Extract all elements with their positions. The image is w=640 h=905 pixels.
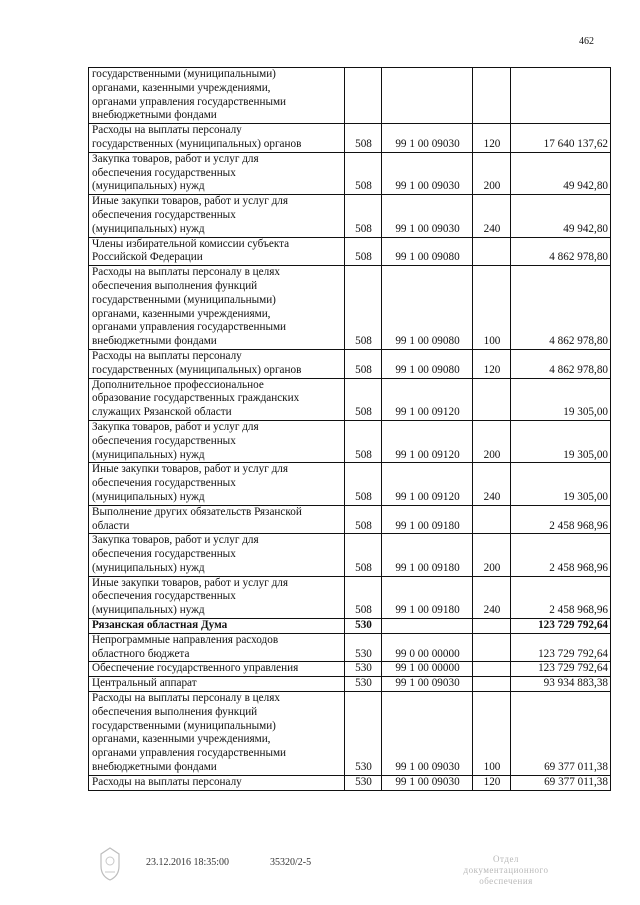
budget-table-body <box>89 68 611 791</box>
cell-sum: 49 942,80 <box>511 152 611 194</box>
cell-csr: 99 1 00 09180 <box>382 576 473 618</box>
cell-csr: 99 1 00 09080 <box>382 266 473 350</box>
cell-vr: 100 <box>473 692 511 776</box>
cell-csr: 99 1 00 09030 <box>382 195 473 237</box>
table-row <box>89 266 611 350</box>
cell-sum: 2 458 968,96 <box>511 576 611 618</box>
cell-ved: 508 <box>345 349 382 378</box>
cell-vr: 120 <box>473 124 511 153</box>
cell-ved: 508 <box>345 463 382 505</box>
cell-name: Иные закупки товаров, работ и услуг для обеспечения государственных (муниципальных) нужд <box>89 195 345 237</box>
cell-sum: 69 377 011,38 <box>511 692 611 776</box>
cell-ved: 508 <box>345 124 382 153</box>
cell-name: Расходы на выплаты персоналу в целях обеспечения выполнения функций государственными (муниципальными) органами, казенными учреждениями, органами управления государственными внебюджетными фондами <box>89 692 345 776</box>
cell-name: Закупка товаров, работ и услуг для обеспечения государственных (муниципальных) нужд <box>89 152 345 194</box>
cell-csr: 99 1 00 09080 <box>382 237 473 266</box>
table-row <box>89 677 611 692</box>
cell-vr: 200 <box>473 152 511 194</box>
cell-name: Иные закупки товаров, работ и услуг для обеспечения государственных (муниципальных) нужд <box>89 576 345 618</box>
cell-name: Закупка товаров, работ и услуг для обеспечения государственных (муниципальных) нужд <box>89 420 345 462</box>
cell-csr: 99 1 00 09180 <box>382 505 473 534</box>
cell-ved: 508 <box>345 576 382 618</box>
cell-csr <box>382 68 473 124</box>
cell-vr: 120 <box>473 349 511 378</box>
cell-sum: 4 862 978,80 <box>511 266 611 350</box>
cell-ved: 530 <box>345 775 382 790</box>
cell-name: Иные закупки товаров, работ и услуг для обеспечения государственных (муниципальных) нужд <box>89 463 345 505</box>
table-row <box>89 505 611 534</box>
cell-sum: 17 640 137,62 <box>511 124 611 153</box>
cell-csr: 99 1 00 09030 <box>382 692 473 776</box>
cell-ved: 508 <box>345 505 382 534</box>
cell-csr: 99 1 00 00000 <box>382 662 473 677</box>
cell-vr <box>473 237 511 266</box>
cell-sum: 69 377 011,38 <box>511 775 611 790</box>
table-row <box>89 152 611 194</box>
cell-csr: 99 1 00 09030 <box>382 775 473 790</box>
table-row <box>89 534 611 576</box>
cell-csr: 99 1 00 09120 <box>382 378 473 420</box>
cell-csr: 99 1 00 09030 <box>382 152 473 194</box>
table-row <box>89 619 611 634</box>
table-row <box>89 124 611 153</box>
cell-name: Центральный аппарат <box>89 677 345 692</box>
cell-name: Выполнение других обязательств Рязанской области <box>89 505 345 534</box>
page-number: 462 <box>579 36 594 47</box>
table-row <box>89 195 611 237</box>
cell-vr <box>473 68 511 124</box>
cell-vr <box>473 505 511 534</box>
table-row <box>89 349 611 378</box>
cell-vr: 200 <box>473 534 511 576</box>
cell-sum: 2 458 968,96 <box>511 534 611 576</box>
cell-name: Члены избирательной комиссии субъекта Российской Федерации <box>89 237 345 266</box>
cell-sum: 19 305,00 <box>511 463 611 505</box>
cell-csr: 99 1 00 09120 <box>382 463 473 505</box>
table-row <box>89 420 611 462</box>
cell-name: Расходы на выплаты персоналу государственных (муниципальных) органов <box>89 124 345 153</box>
cell-sum: 4 862 978,80 <box>511 237 611 266</box>
cell-vr <box>473 633 511 662</box>
cell-sum: 123 729 792,64 <box>511 662 611 677</box>
cell-csr: 99 1 00 09030 <box>382 677 473 692</box>
cell-csr: 99 1 00 09080 <box>382 349 473 378</box>
cell-name: государственными (муниципальными) органами, казенными учреждениями, органами управления государственными внебюджетными фондами <box>89 68 345 124</box>
cell-sum: 19 305,00 <box>511 378 611 420</box>
budget-table <box>88 67 611 791</box>
cell-csr: 99 0 00 00000 <box>382 633 473 662</box>
table-row <box>89 463 611 505</box>
table-row <box>89 237 611 266</box>
footer-doc-number: 35320/2-5 <box>270 857 312 868</box>
cell-name: Обеспечение государственного управления <box>89 662 345 677</box>
cell-ved: 508 <box>345 237 382 266</box>
cell-sum: 123 729 792,64 <box>511 633 611 662</box>
cell-ved: 508 <box>345 152 382 194</box>
cell-sum: 49 942,80 <box>511 195 611 237</box>
table-row <box>89 692 611 776</box>
cell-ved: 508 <box>345 378 382 420</box>
cell-csr <box>382 619 473 634</box>
table-row <box>89 633 611 662</box>
cell-vr <box>473 619 511 634</box>
cell-name: Расходы на выплаты персоналу <box>89 775 345 790</box>
table-row <box>89 775 611 790</box>
cell-sum: 93 934 883,38 <box>511 677 611 692</box>
table-row <box>89 378 611 420</box>
cell-sum <box>511 68 611 124</box>
cell-name: Рязанская областная Дума <box>89 619 345 634</box>
cell-vr: 240 <box>473 463 511 505</box>
cell-vr <box>473 662 511 677</box>
cell-ved: 530 <box>345 692 382 776</box>
cell-sum: 123 729 792,64 <box>511 619 611 634</box>
cell-vr <box>473 677 511 692</box>
cell-vr: 240 <box>473 195 511 237</box>
cell-ved: 530 <box>345 662 382 677</box>
cell-name: Расходы на выплаты персоналу в целях обеспечения выполнения функций государственными (муниципальными) органами, казенными учреждениями, органами управления государственными внебюджетными фондами <box>89 266 345 350</box>
cell-sum: 4 862 978,80 <box>511 349 611 378</box>
cell-sum: 2 458 968,96 <box>511 505 611 534</box>
cell-ved: 508 <box>345 266 382 350</box>
footer-datetime: 23.12.2016 18:35:00 <box>146 857 230 868</box>
table-row <box>89 662 611 677</box>
cell-vr: 100 <box>473 266 511 350</box>
coat-of-arms-stamp-icon <box>97 846 123 882</box>
cell-vr: 120 <box>473 775 511 790</box>
cell-name: Расходы на выплаты персоналу государственных (муниципальных) органов <box>89 349 345 378</box>
cell-vr: 200 <box>473 420 511 462</box>
cell-ved: 530 <box>345 619 382 634</box>
cell-name: Дополнительное профессиональное образование государственных гражданских служащих Рязанской области <box>89 378 345 420</box>
office-stamp: Отдел документационного обеспечения <box>463 854 549 886</box>
cell-ved <box>345 68 382 124</box>
cell-sum: 19 305,00 <box>511 420 611 462</box>
cell-name: Закупка товаров, работ и услуг для обеспечения государственных (муниципальных) нужд <box>89 534 345 576</box>
cell-ved: 508 <box>345 534 382 576</box>
cell-ved: 508 <box>345 195 382 237</box>
cell-ved: 508 <box>345 420 382 462</box>
cell-name: Непрограммные направления расходов областного бюджета <box>89 633 345 662</box>
cell-ved: 530 <box>345 677 382 692</box>
cell-ved: 530 <box>345 633 382 662</box>
table-row <box>89 576 611 618</box>
cell-vr: 240 <box>473 576 511 618</box>
table-row <box>89 68 611 124</box>
cell-csr: 99 1 00 09120 <box>382 420 473 462</box>
cell-csr: 99 1 00 09030 <box>382 124 473 153</box>
cell-vr <box>473 378 511 420</box>
cell-csr: 99 1 00 09180 <box>382 534 473 576</box>
